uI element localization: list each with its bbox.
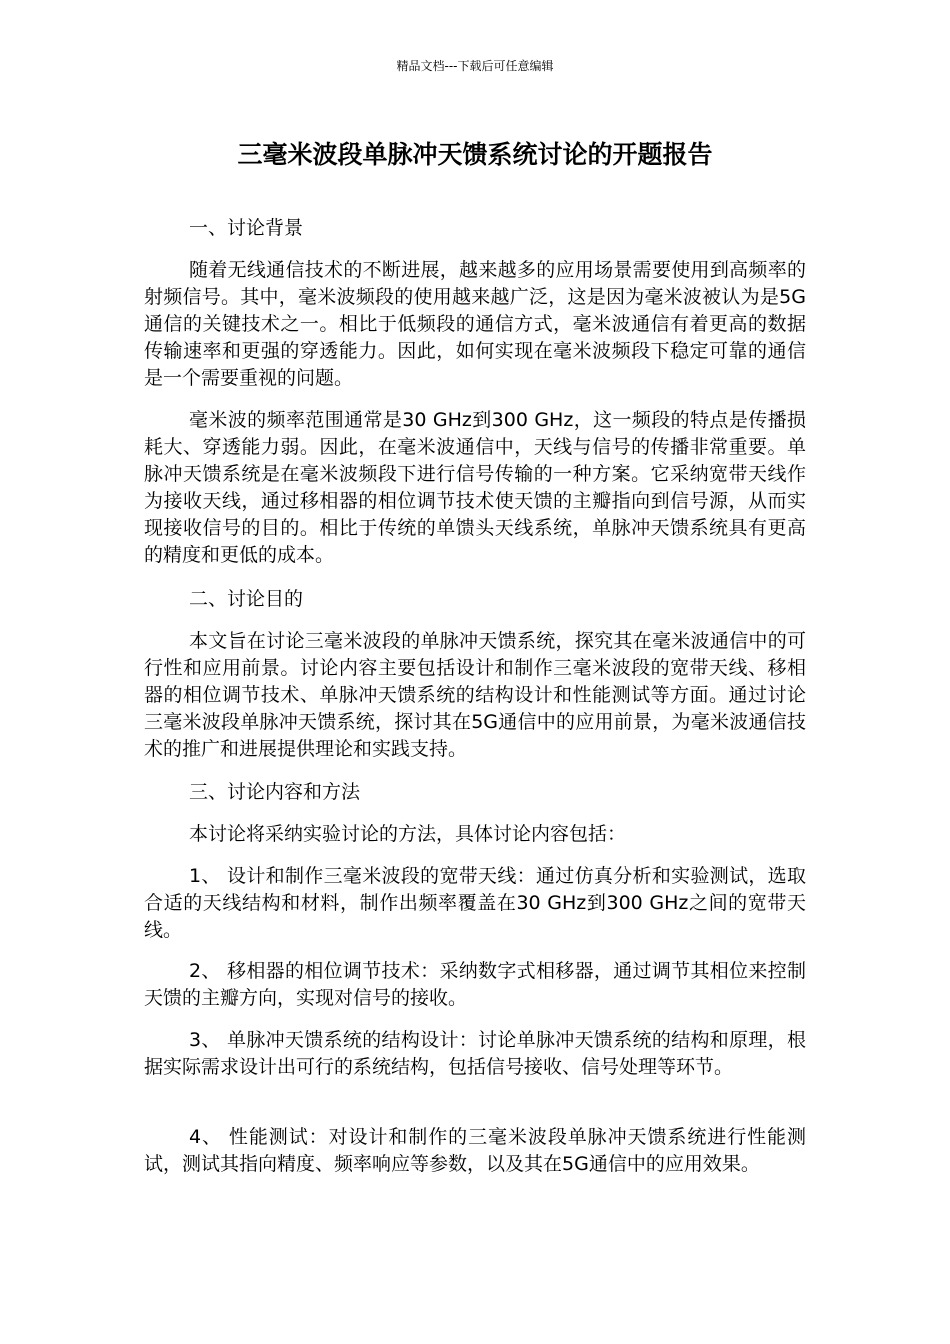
background-paragraph-2: 毫米波的频率范围通常是30 GHz到300 GHz，这一频段的特点是传播损耗大、穿透能力弱。因此，在毫米波通信中，天线与信号的传播非常重要。单脉冲天馈系统是在毫米波频段下进行信号传输的一种方案。它采纳宽带天线作为接收天线，通过移相器的相位调节技术使天馈的主瓣指向到信号源，从而实现接收信号的目的。相比于传统的单馈头天线系统，单脉冲天馈系统具有更高的精度和更低的成本。 [144, 409, 806, 566]
section-heading-methods: 三、讨论内容和方法 [189, 781, 361, 803]
section-heading-purpose: 二、讨论目的 [189, 588, 304, 610]
methods-item-1: 1、 设计和制作三毫米波段的宽带天线：通过仿真分析和实验测试，选取合适的天线结构和材料，制作出频率覆盖在30 GHz到300 GHz之间的宽带天线。 [144, 865, 806, 941]
methods-item-2: 2、 移相器的相位调节技术：采纳数字式相移器，通过调节其相位来控制天馈的主瓣方向，实现对信号的接收。 [144, 960, 806, 1009]
background-paragraph-1: 随着无线通信技术的不断进展，越来越多的应用场景需要使用到高频率的射频信号。其中，毫米波频段的使用越来越广泛，这是因为毫米波被认为是5G通信的关键技术之一。相比于低频段的通信方式，毫米波通信有着更高的数据传输速率和更强的穿透能力。因此，如何实现在毫米波频段下稳定可靠的通信是一个需要重视的问题。 [144, 259, 806, 389]
section-heading-background: 一、讨论背景 [189, 217, 304, 239]
methods-intro: 本讨论将采纳实验讨论的方法，具体讨论内容包括： [189, 823, 627, 845]
methods-item-4: 4、 性能测试：对设计和制作的三毫米波段单脉冲天馈系统进行性能测试，测试其指向精度、频率响应等参数，以及其在5G通信中的应用效果。 [144, 1126, 806, 1175]
methods-item-3: 3、 单脉冲天馈系统的结构设计：讨论单脉冲天馈系统的结构和原理，根据实际需求设计出可行的系统结构，包括信号接收、信号处理等环节。 [144, 1029, 806, 1078]
purpose-paragraph-1: 本文旨在讨论三毫米波段的单脉冲天馈系统，探究其在毫米波通信中的可行性和应用前景。讨论内容主要包括设计和制作三毫米波段的宽带天线、移相器的相位调节技术、单脉冲天馈系统的结构设计和性能测试等方面。通过讨论三毫米波段单脉冲天馈系统，探讨其在5G通信中的应用前景，为毫米波通信技术的推广和进展提供理论和实践支持。 [144, 630, 806, 760]
page-header-note: 精品文档---下载后可任意编辑 [396, 59, 554, 73]
document-title: 三毫米波段单脉冲天馈系统讨论的开题报告 [237, 140, 713, 169]
